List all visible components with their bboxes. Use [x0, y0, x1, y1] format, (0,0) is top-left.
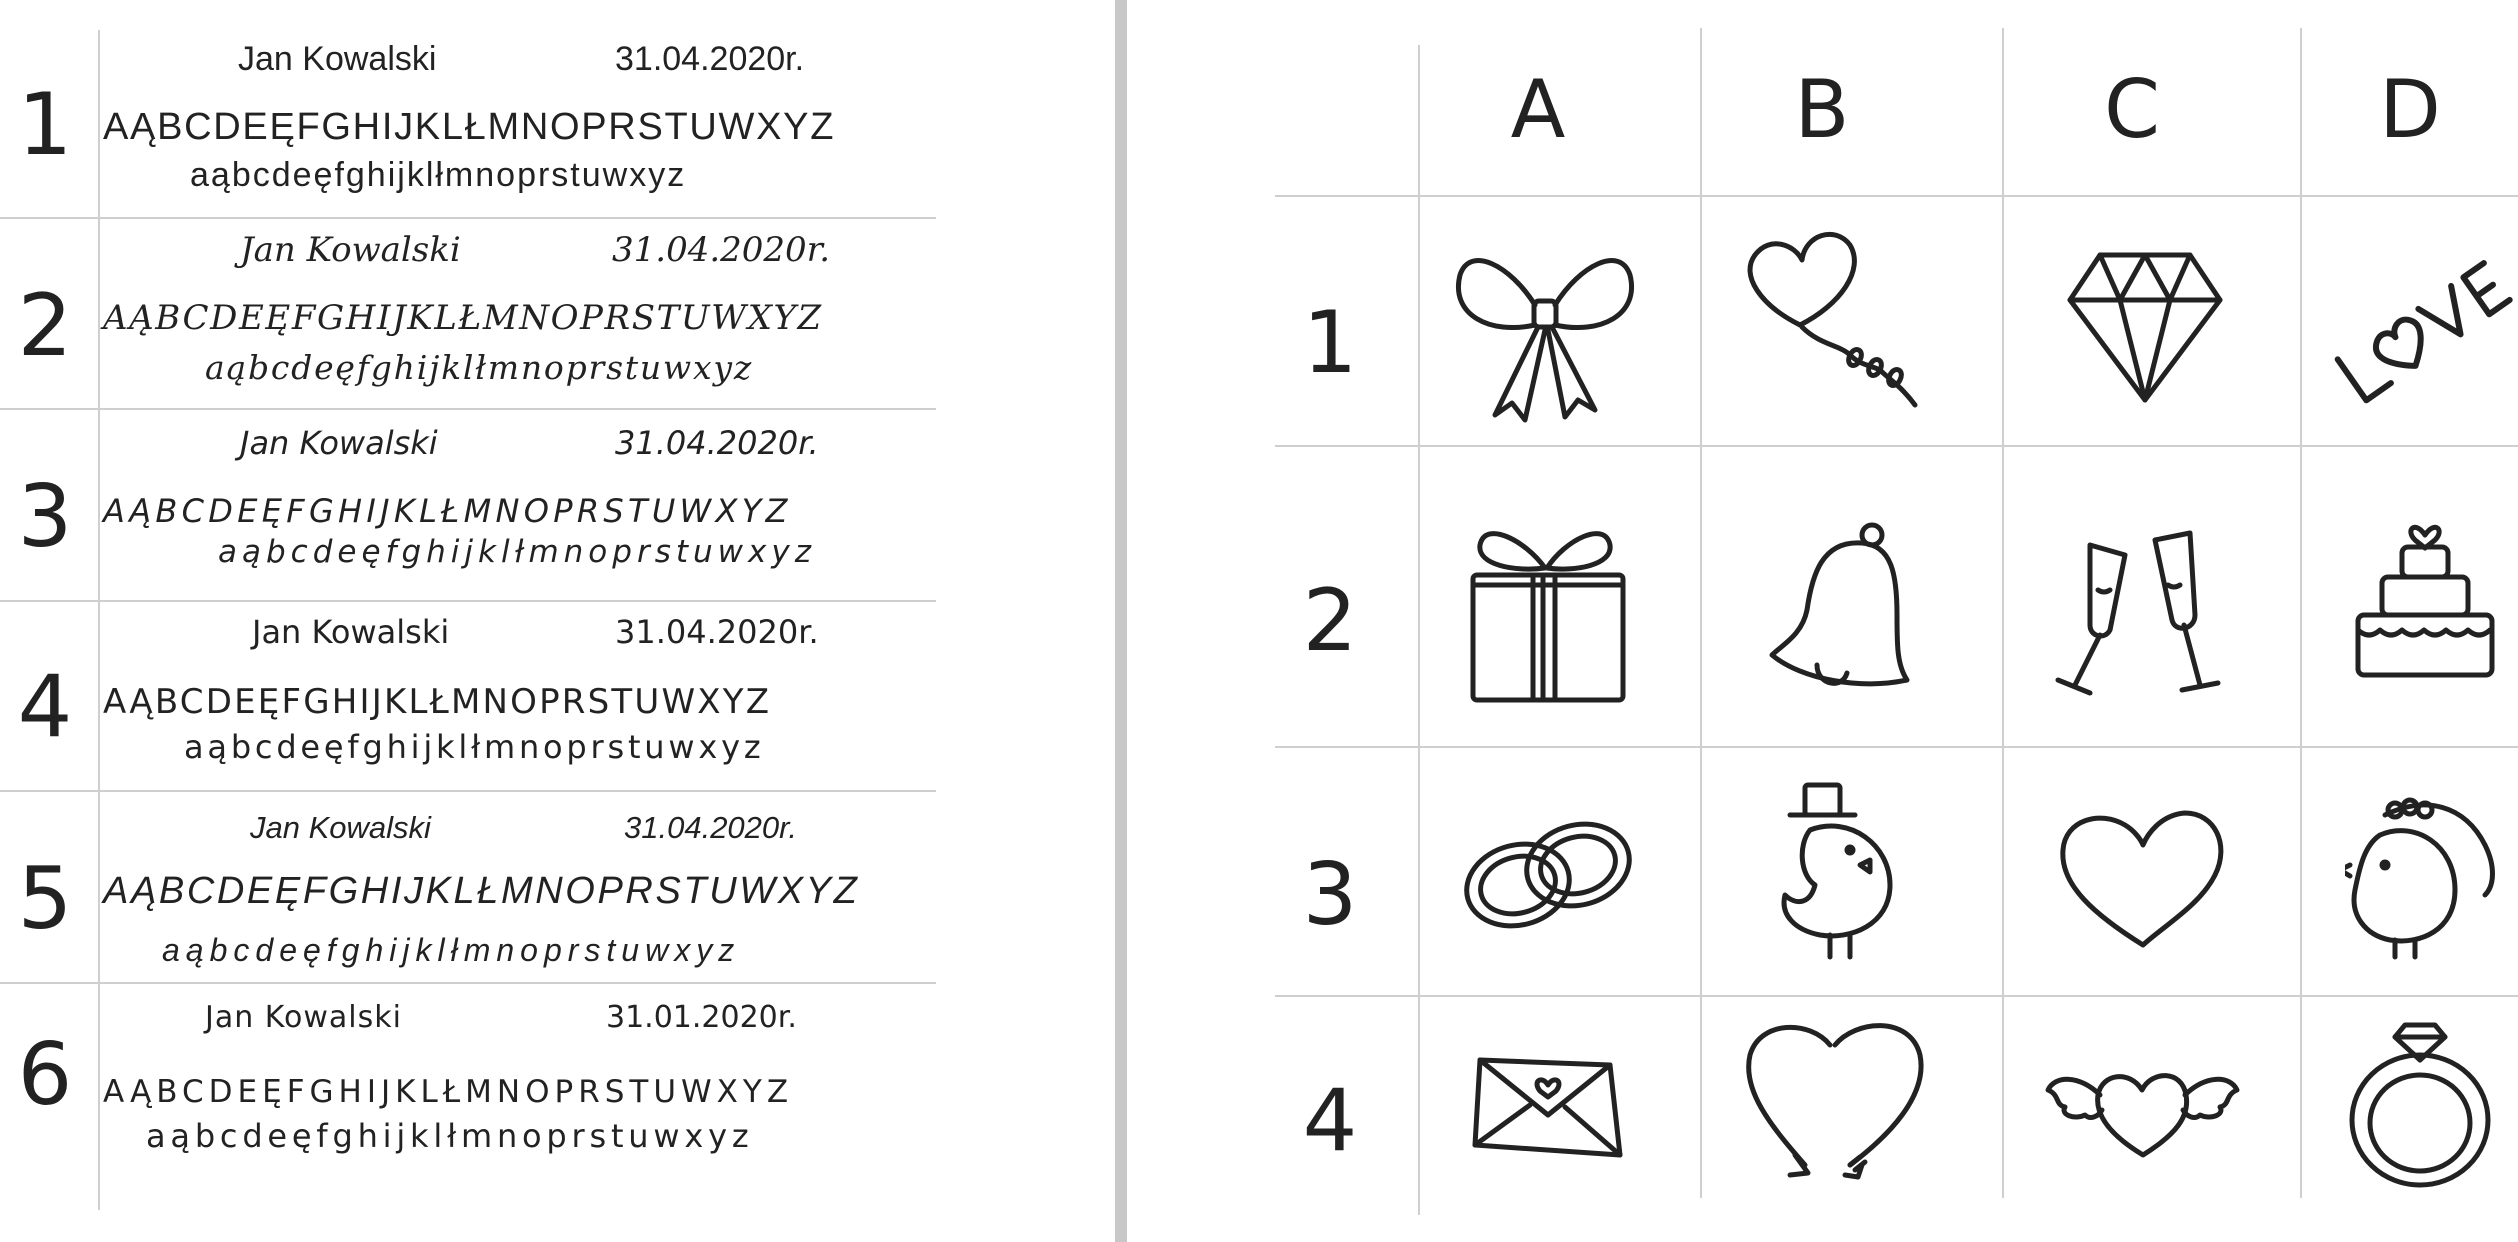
envelope-icon [1470, 1045, 1625, 1165]
row-divider [0, 408, 936, 410]
uppercase-alphabet: AĄBCDEĘFGHIJKLŁMNOPRSTUWXYZ [103, 870, 860, 912]
sample-date: 31.04.2020r. [615, 40, 805, 78]
column-header-b: B [1794, 63, 1850, 156]
sample-date: 31.04.2020r. [615, 424, 819, 462]
uppercase-alphabet: AĄBCDEĘFGHIJKLŁMNOPRSTUWXYZ [103, 682, 772, 722]
column-header-c: C [2104, 63, 2160, 156]
winged-heart-icon [2040, 1045, 2245, 1165]
lowercase-alphabet: aąbcdeęfghijklłmnoprstuwxyz [190, 156, 687, 194]
sample-date: 31.04.2020r. [624, 810, 797, 845]
panel-divider [1115, 0, 1127, 1242]
grid-line [2300, 28, 2302, 1198]
lowercase-alphabet: aąbcdeęfghijklłmnoprstuwxyz [205, 348, 754, 387]
sample-name: Jan Kowalski [238, 40, 437, 78]
sample-date: 31.04.2020r. [612, 230, 830, 270]
font-number: 4 [17, 657, 73, 757]
row-header-1: 1 [1302, 293, 1358, 393]
row-header-2: 2 [1302, 571, 1358, 671]
sample-name: Jan Kowalski [240, 230, 461, 270]
wedding-rings-icon [1460, 815, 1640, 935]
lowercase-alphabet: aąbcdeęfghijklłmnoprstuwxyz [162, 932, 741, 968]
font-samples-panel [0, 0, 1115, 1242]
wedding-cake-icon [2350, 505, 2500, 685]
uppercase-alphabet: AĄBCDEĘFGHIJKLŁMNOPRSTUWXYZ [103, 298, 823, 338]
font-number: 3 [17, 467, 73, 567]
grid-line [2002, 28, 2004, 1198]
number-column-divider [98, 30, 100, 1210]
lowercase-alphabet: aąbcdeęfghijklłmnoprstuwxyz [218, 534, 816, 570]
grid-line [1275, 995, 2518, 997]
bow-icon [1450, 225, 1640, 425]
grid-line [1275, 746, 2518, 748]
font-number: 1 [17, 75, 73, 175]
diamond-icon [2060, 240, 2230, 410]
row-header-4: 4 [1302, 1071, 1358, 1171]
font-number: 2 [17, 276, 73, 376]
row-divider [0, 982, 936, 984]
grid-line [1275, 445, 2518, 447]
champagne-glasses-icon [2050, 525, 2230, 705]
row-divider [0, 600, 936, 602]
sample-date: 31.04.2020r. [615, 613, 819, 651]
heart-icon [2055, 805, 2230, 950]
grid-line [1700, 28, 1702, 1198]
font-number: 5 [17, 849, 73, 949]
sample-date: 31.01.2020r. [606, 1000, 797, 1035]
font-number: 6 [17, 1025, 73, 1125]
sample-name: Jan Kowalski [240, 424, 438, 462]
groom-bird-icon [1770, 775, 1910, 960]
column-header-a: A [1510, 63, 1566, 156]
sample-name: Jan Kowalski [205, 1000, 402, 1035]
bride-bird-icon [2345, 785, 2505, 960]
uppercase-alphabet: AĄBCDEĘFGHIJKLŁMNOPRSTUWXYZ [103, 106, 836, 148]
row-header-3: 3 [1302, 845, 1358, 945]
heart-arrows-icon [1740, 1015, 1930, 1190]
row-divider [0, 790, 936, 792]
gift-icon [1465, 510, 1630, 705]
diamond-ring-icon [2345, 1015, 2495, 1190]
lowercase-alphabet: aąbcdeęfghijklłmnoprstuwxyz [146, 1117, 754, 1155]
row-divider [0, 217, 936, 219]
grid-line [1418, 45, 1420, 1215]
love-text-icon [2320, 225, 2518, 415]
grid-line [1275, 195, 2518, 197]
uppercase-alphabet: AĄBCDEĘFGHIJKLŁMNOPRSTUWXYZ [103, 492, 792, 530]
sample-name: Jan Kowalski [250, 810, 431, 845]
lowercase-alphabet: aąbcdeęfghijklłmnoprstuwxyz [184, 728, 765, 766]
column-header-d: D [2379, 63, 2441, 156]
bell-icon [1762, 515, 1917, 695]
uppercase-alphabet: AĄBCDEĘFGHIJKLŁMNOPRSTUWXYZ [103, 1074, 794, 1110]
heart-balloon-icon [1740, 215, 1930, 415]
sample-name: Jan Kowalski [252, 613, 450, 651]
